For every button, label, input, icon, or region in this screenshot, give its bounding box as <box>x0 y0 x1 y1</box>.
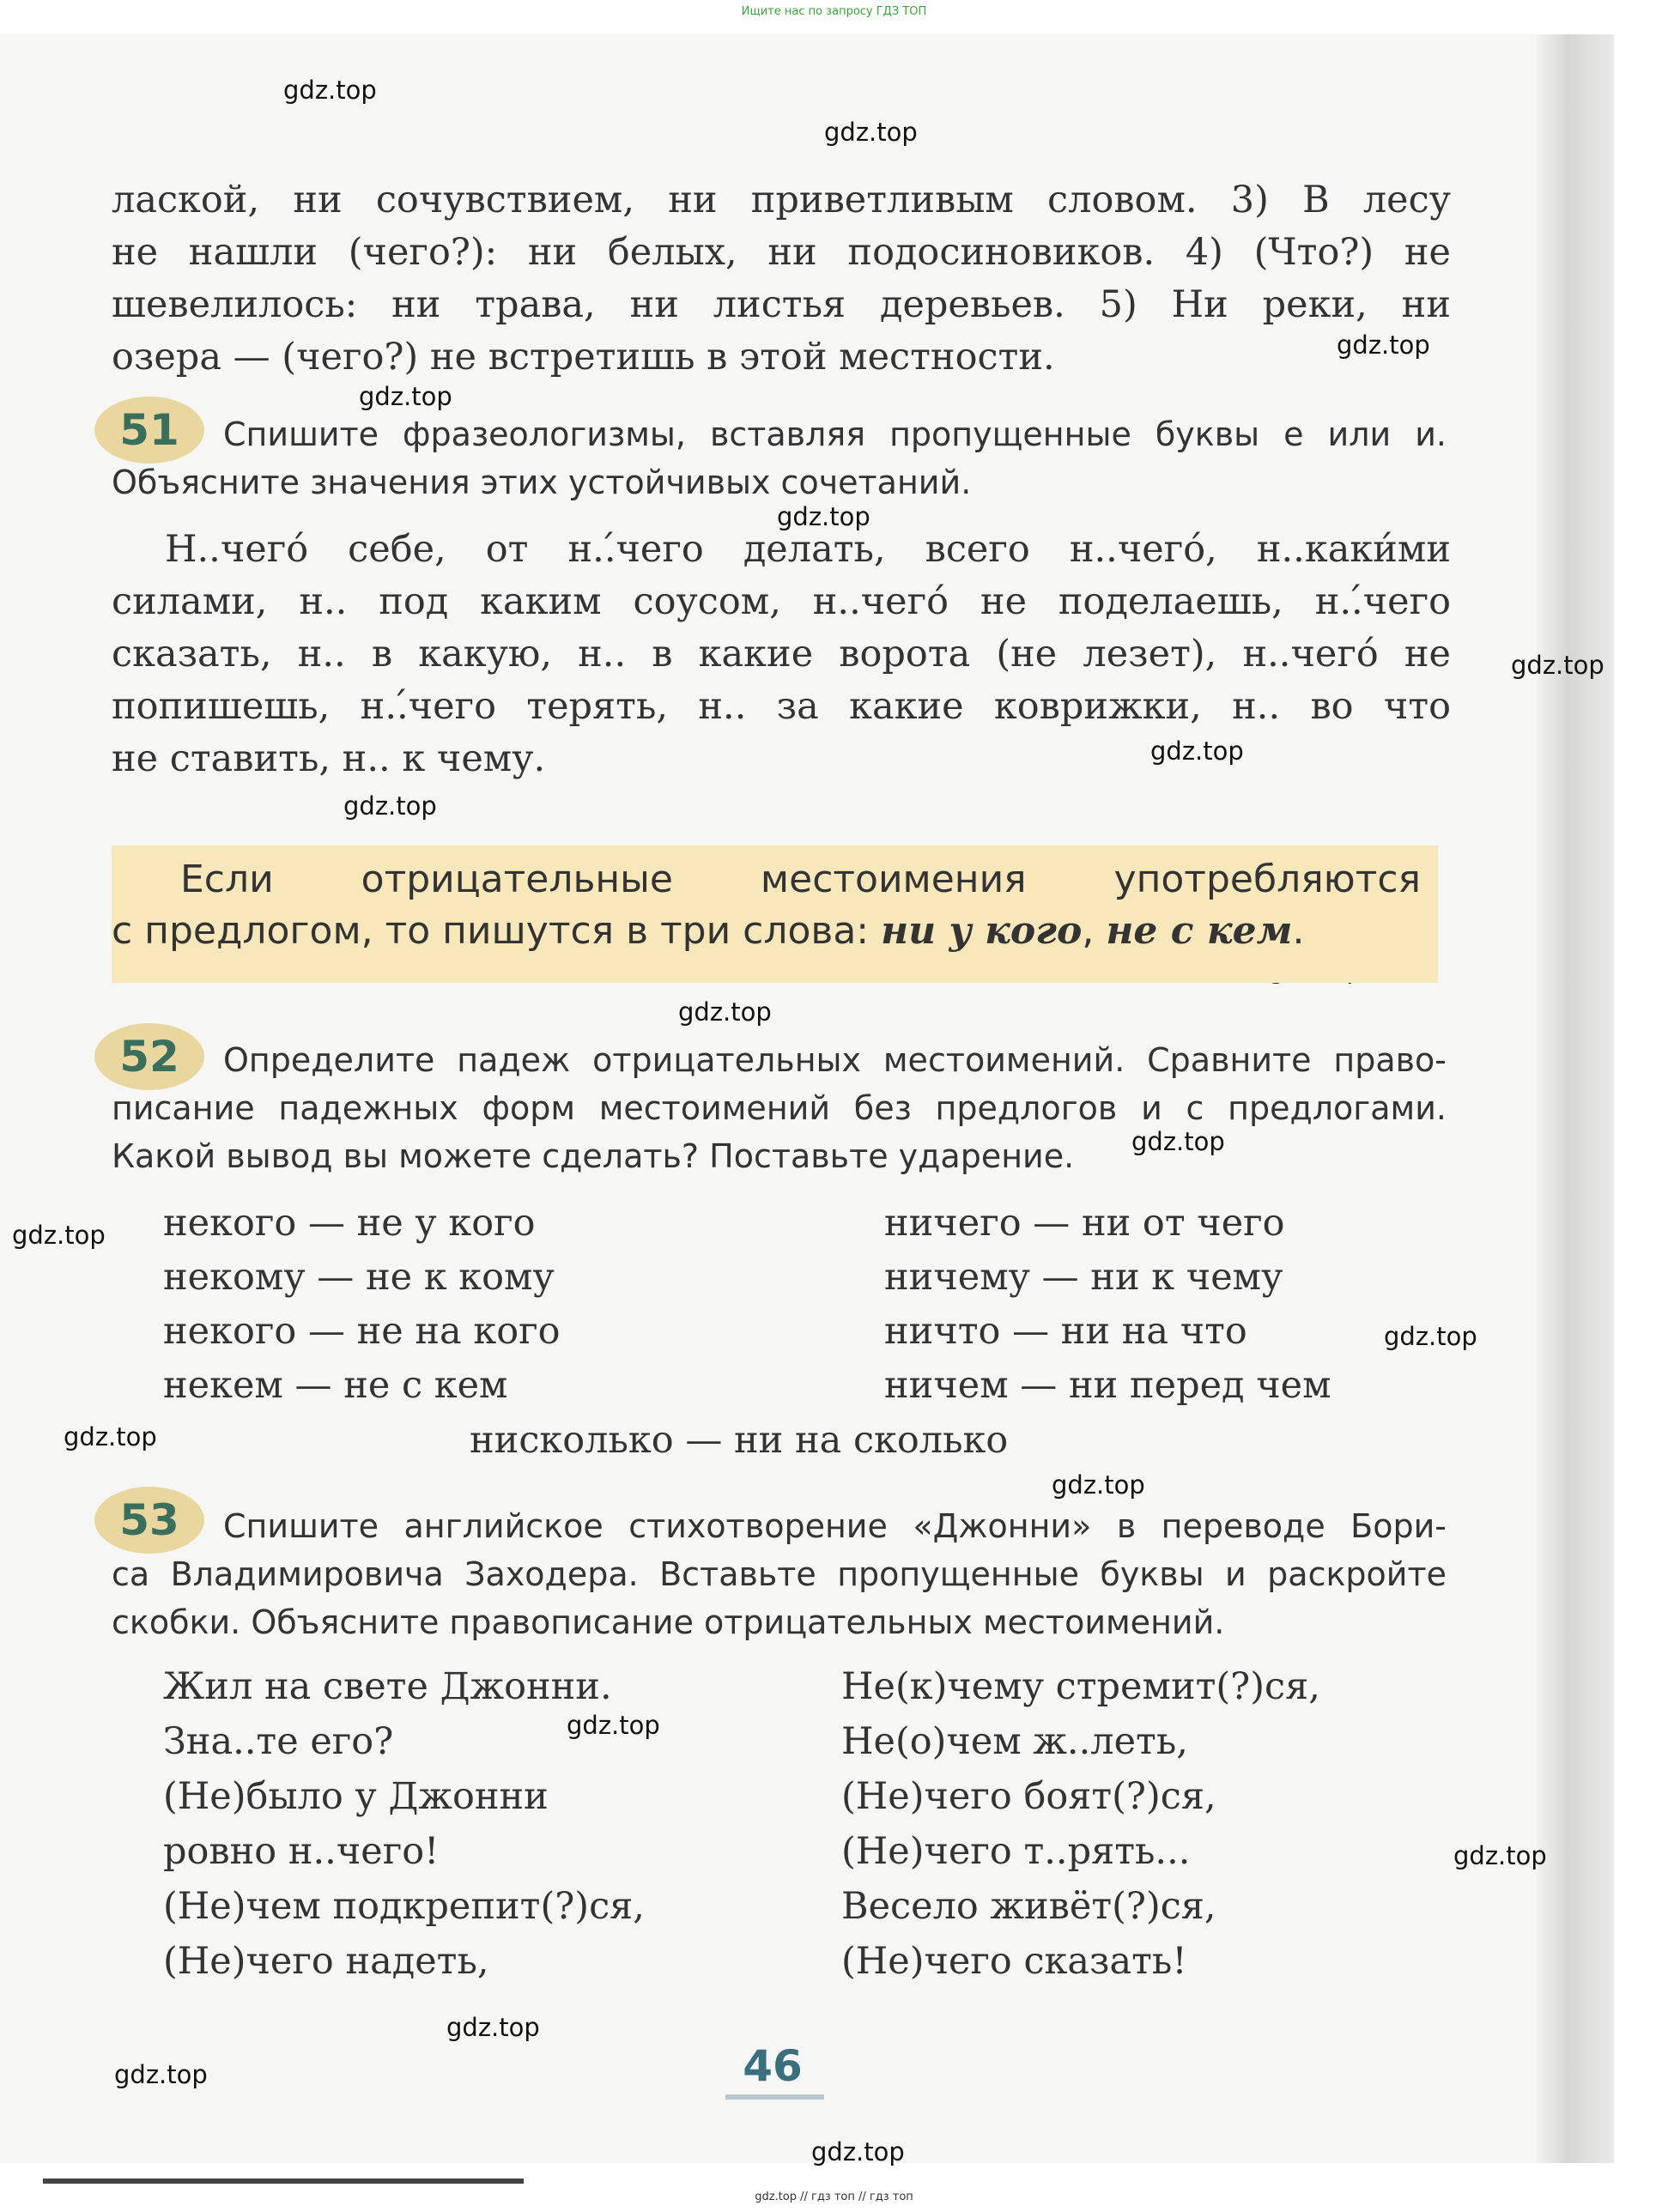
footer-note: gdz.top // гдз топ // гдз топ <box>755 2191 913 2203</box>
watermark: gdz.top <box>283 76 377 105</box>
pronoun-pair: некого — не у кого <box>163 1202 536 1245</box>
watermark: gdz.top <box>1052 1470 1145 1500</box>
phrase-line: не ставить, н.. к чему. <box>112 737 546 780</box>
watermark: gdz.top <box>446 2013 540 2042</box>
watermark: gdz.top <box>343 791 437 821</box>
watermark: gdz.top <box>1150 736 1244 766</box>
exercise-51-task <box>112 410 1447 506</box>
pronoun-pair: ничего — ни от чего <box>884 1202 1285 1245</box>
pronoun-pair-center: нисколько — ни на сколько <box>470 1419 1009 1462</box>
watermark: gdz.top <box>1384 1322 1477 1351</box>
poem-line: Зна..те его? <box>163 1720 394 1763</box>
task-line: Объясните значения этих устойчивых сочетаний. <box>112 464 972 501</box>
rule-example: не с кем <box>1106 909 1293 953</box>
page-number-underline <box>725 2094 824 2100</box>
watermark: gdz.top <box>12 1221 106 1250</box>
task-line: скобки. Объясните правописание отрицательных местоимений. <box>112 1603 1225 1641</box>
exercise-52-number: 52 <box>94 1023 204 1090</box>
poem-line: (Не)чем подкрепит(?)ся, <box>163 1885 645 1928</box>
watermark: gdz.top <box>114 2060 208 2089</box>
watermark: gdz.top <box>567 1711 660 1740</box>
header-note: Ищите нас по запросу ГДЗ ТОП <box>741 5 927 18</box>
rule-text <box>112 854 1421 957</box>
watermark: gdz.top <box>1511 651 1604 680</box>
poem-line: Жил на свете Джонни. <box>163 1665 612 1708</box>
pronoun-pair: некому — не к кому <box>163 1256 555 1299</box>
watermark: gdz.top <box>678 997 772 1027</box>
poem-line: (Не)чего надеть, <box>163 1940 489 1983</box>
watermark: gdz.top <box>777 502 870 531</box>
pronoun-pair: ничем — ни перед чем <box>884 1364 1331 1407</box>
task-line: Какой вывод вы можете сделать? Поставьте ударение. <box>112 1137 1075 1175</box>
watermark: gdz.top <box>1453 1841 1547 1870</box>
task-line: Спишите английское стихотворение «Джонни» в переводе Бори- <box>223 1507 1447 1545</box>
pronoun-pair: некого — не на кого <box>163 1310 561 1353</box>
rule-separator: , <box>1082 909 1107 953</box>
poem-line: Не(к)чему стремит(?)ся, <box>841 1665 1320 1708</box>
exercise-52-task <box>112 1036 1447 1180</box>
task-line: Определите падеж отрицательных местоимений. Сравните право- <box>223 1041 1447 1079</box>
phrase-line: Н..чего́ себе, от н..́чего делать, всего н..чего́, н..каки́ми <box>165 528 1451 571</box>
poem-line: ровно н..чего! <box>163 1830 440 1873</box>
poem-line: (Не)было у Джонни <box>163 1775 549 1818</box>
task-line: писание падежных форм местоимений без предлогов и с предлогами. <box>112 1089 1447 1127</box>
watermark: gdz.top <box>1131 1127 1225 1156</box>
rule-end: . <box>1292 909 1305 953</box>
pronoun-pair: некем — не с кем <box>163 1364 508 1407</box>
page-edge-line <box>43 2179 524 2184</box>
task-line: Спишите фразеологизмы, вставляя пропущенные буквы е или и. <box>223 415 1447 453</box>
intro-line: лаской, ни сочувствием, ни приветливым словом. 3) В лесу <box>112 179 1451 221</box>
task-line: са Владимировича Заходера. Вставьте пропущенные буквы и раскройте <box>112 1555 1447 1593</box>
page-spine-shadow <box>1537 34 1614 2163</box>
exercise-51-text <box>112 524 1451 785</box>
pronoun-pair: ничто — ни на что <box>884 1310 1247 1353</box>
watermark: gdz.top <box>1337 330 1430 360</box>
rule-line <box>112 906 1421 957</box>
watermark: gdz.top <box>359 382 452 411</box>
poem-line: (Не)чего боят(?)ся, <box>841 1775 1216 1818</box>
exercise-53-task <box>112 1502 1447 1646</box>
poem-line: Весело живёт(?)ся, <box>841 1885 1216 1928</box>
poem-line: (Не)чего сказать! <box>841 1940 1187 1983</box>
phrase-line: сказать, н.. в какую, н.. в какие ворота (не лезет), н..чего́ не <box>112 633 1451 676</box>
watermark: gdz.top <box>64 1422 157 1451</box>
phrase-line: попишешь, н..́чего терять, н.. за какие коврижки, н.. во что <box>112 685 1451 728</box>
watermark: gdz.top <box>824 118 918 147</box>
exercise-53-number: 53 <box>94 1487 204 1554</box>
intro-text <box>112 174 1451 384</box>
exercise-51-number: 51 <box>94 397 204 464</box>
watermark: gdz.top <box>811 2137 905 2167</box>
rule-text-prefix: с предлогом, то пишутся в три слова: <box>112 909 882 953</box>
intro-line: не нашли (чего?): ни белых, ни подосиновиков. 4) (Что?) не <box>112 231 1451 274</box>
rule-line: Если отрицательные местоимения употребляются <box>180 858 1421 901</box>
pronoun-pair: ничему — ни к чему <box>884 1256 1283 1299</box>
page-number: 46 <box>743 2041 803 2091</box>
poem-line: (Не)чего т..рять... <box>841 1830 1191 1873</box>
intro-line: озера — (чего?) не встретишь в этой местности. <box>112 336 1055 379</box>
poem-line: Не(о)чем ж..леть, <box>841 1720 1188 1763</box>
rule-example: ни у кого <box>881 909 1083 953</box>
phrase-line: силами, н.. под каким соусом, н..чего́ не поделаешь, н..́чего <box>112 580 1451 623</box>
intro-line: шевелилось: ни трава, ни листья деревьев. 5) Ни реки, ни <box>112 283 1451 326</box>
